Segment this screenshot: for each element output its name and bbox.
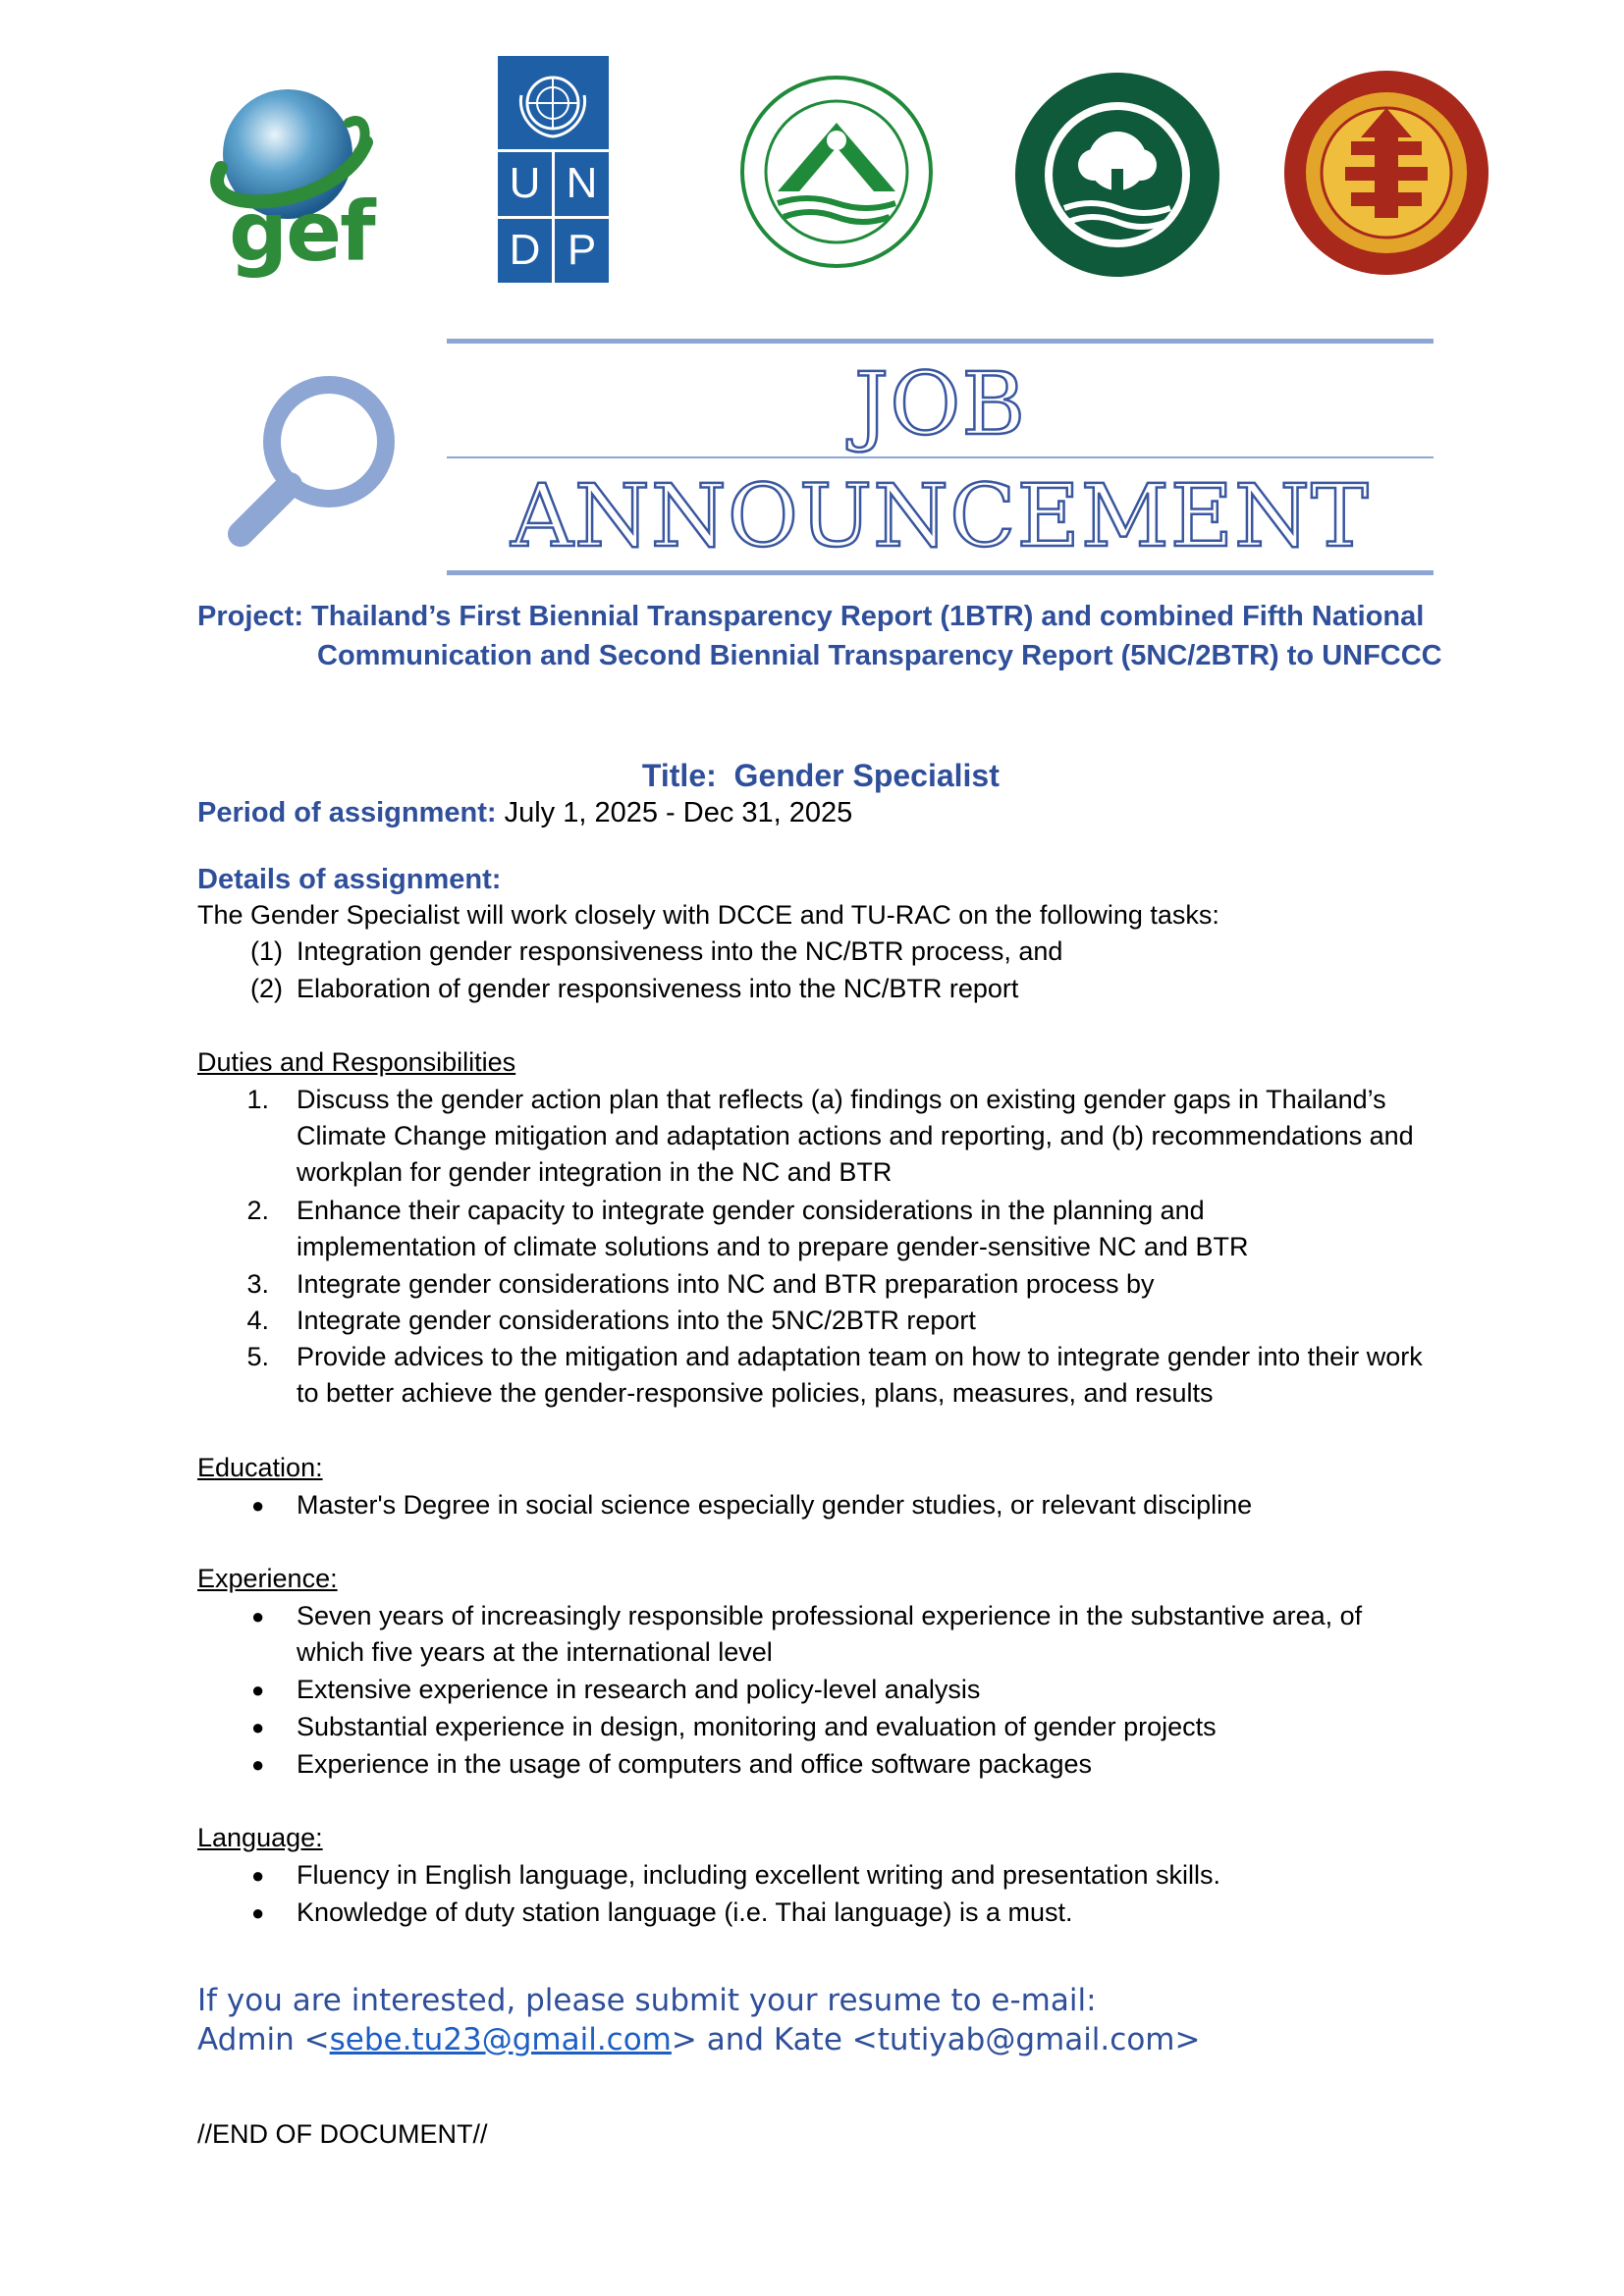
job-title-value: Gender Specialist (733, 758, 1000, 793)
duty-text: Integrate gender considerations into NC and BTR preparation process by (297, 1269, 1155, 1299)
experience-item-3 (0, 1709, 1624, 1745)
language-heading: Language: (197, 1823, 323, 1852)
bullet-icon: ● (251, 1678, 265, 1702)
duty-item-2 (0, 1193, 1624, 1266)
bullet-icon: ● (251, 1863, 265, 1888)
experience-text: Experience in the usage of computers and office software packages (297, 1749, 1092, 1779)
duty-text: Integrate gender considerations into the 5NC/2BTR report (297, 1306, 976, 1335)
duty-text: Discuss the gender action plan that reflects (a) findings on existing gender gaps in Thailand’s Climate Change mitigation and adaptation actions and reporting, and (b) recommendations and workplan for gender integration in the NC and BTR (297, 1085, 1414, 1187)
duty-text: Provide advices to the mitigation and adaptation team on how to integrate gender into their work to better achieve the gender-responsive policies, plans, measures, and results (297, 1342, 1423, 1408)
admin-email-link[interactable]: sebe.tu23@gmail.com (329, 2022, 672, 2057)
experience-item-1 (0, 1598, 1624, 1672)
kate-email[interactable]: tutiyab@gmail.com (877, 2022, 1175, 2057)
details-heading: Details of assignment: (197, 864, 502, 895)
heading-rule-middle (447, 456, 1434, 458)
education-text: Master's Degree in social science especially gender studies, or relevant discipline (297, 1490, 1253, 1520)
duty-item-3 (0, 1266, 1624, 1303)
heading-job: JOB (853, 353, 1027, 454)
duty-item-1 (0, 1082, 1624, 1193)
task-text: Elaboration of gender responsiveness into the NC/BTR report (297, 974, 1019, 1003)
undp-letter-d: D (498, 219, 552, 283)
project-line-2: Communication and Second Biennial Transparency Report (5NC/2BTR) to UNFCCC (317, 640, 1442, 671)
task-number: (2) (250, 974, 283, 1003)
job-title-label: Title: (641, 758, 717, 793)
admin-prefix: Admin < (197, 2022, 330, 2057)
experience-text: Extensive experience in research and policy-level analysis (297, 1675, 981, 1704)
bullet-icon: ● (251, 1715, 265, 1739)
experience-item-2 (0, 1672, 1624, 1708)
gef-logo-text: gef (229, 184, 374, 280)
duty-number: 2. (246, 1196, 269, 1225)
duties-heading: Duties and Responsibilities (197, 1047, 516, 1077)
magnifier-icon (211, 363, 407, 560)
task-item-1 (0, 934, 1624, 970)
duty-number: 4. (246, 1306, 269, 1335)
experience-text: Seven years of increasingly responsible professional experience in the substantive area, of which five years at the international level (297, 1601, 1363, 1667)
task-item-2 (0, 971, 1624, 1007)
heading-rule-bottom (447, 570, 1434, 575)
language-text: Knowledge of duty station language (i.e. Thai language) is a must. (297, 1897, 1073, 1927)
dcce-emblem (1013, 71, 1221, 279)
task-number: (1) (250, 936, 283, 966)
thammasat-emblem (1282, 69, 1490, 277)
contact-middle: > and Kate < (671, 2022, 878, 2057)
project-line-1: Project: Thailand’s First Biennial Transparency Report (1BTR) and combined Fifth National (197, 601, 1425, 632)
experience-item-4 (0, 1746, 1624, 1783)
duty-number: 1. (246, 1085, 269, 1114)
education-heading: Education: (197, 1453, 323, 1482)
bullet-icon: ● (251, 1493, 265, 1518)
experience-text: Substantial experience in design, monitoring and evaluation of gender projects (297, 1712, 1217, 1741)
experience-heading: Experience: (197, 1564, 338, 1593)
heading-announcement: ANNOUNCEMENT (511, 465, 1370, 566)
language-text: Fluency in English language, including excellent writing and presentation skills. (297, 1860, 1221, 1890)
end-of-document: //END OF DOCUMENT// (197, 2119, 488, 2149)
onep-emblem (738, 74, 935, 270)
bullet-icon: ● (251, 1900, 265, 1925)
education-item-1 (0, 1487, 1624, 1523)
undp-letter-u: U (498, 152, 552, 216)
contact-line-1: If you are interested, please submit your resume to e-mail: (197, 1983, 1097, 2018)
duty-item-5 (0, 1339, 1624, 1413)
period-value: July 1, 2025 - Dec 31, 2025 (504, 797, 853, 828)
language-item-2 (0, 1895, 1624, 1931)
duty-item-4 (0, 1303, 1624, 1339)
duty-number: 5. (246, 1342, 269, 1371)
contact-suffix: > (1174, 2022, 1201, 2057)
task-text: Integration gender responsiveness into the NC/BTR process, and (297, 936, 1063, 966)
duty-text: Enhance their capacity to integrate gender considerations in the planning and implementation of climate solutions and to prepare gender-sensitive NC and BTR (297, 1196, 1249, 1261)
details-intro: The Gender Specialist will work closely with DCCE and TU-RAC on the following tasks: (197, 900, 1219, 930)
period-label: Period of assignment: (197, 797, 497, 828)
gef-logo (191, 74, 378, 280)
language-item-1 (0, 1857, 1624, 1894)
un-emblem-icon (498, 56, 609, 149)
duty-number: 3. (246, 1269, 269, 1299)
contact-line-2 (197, 2020, 1200, 2059)
job-title (0, 711, 1624, 797)
bullet-icon: ● (251, 1604, 265, 1629)
heading-rule-top (447, 339, 1434, 344)
undp-logo (498, 56, 609, 280)
period-of-assignment (197, 793, 852, 832)
bullet-icon: ● (251, 1752, 265, 1777)
undp-letter-n: N (555, 152, 609, 216)
undp-letter-p: P (555, 219, 609, 283)
